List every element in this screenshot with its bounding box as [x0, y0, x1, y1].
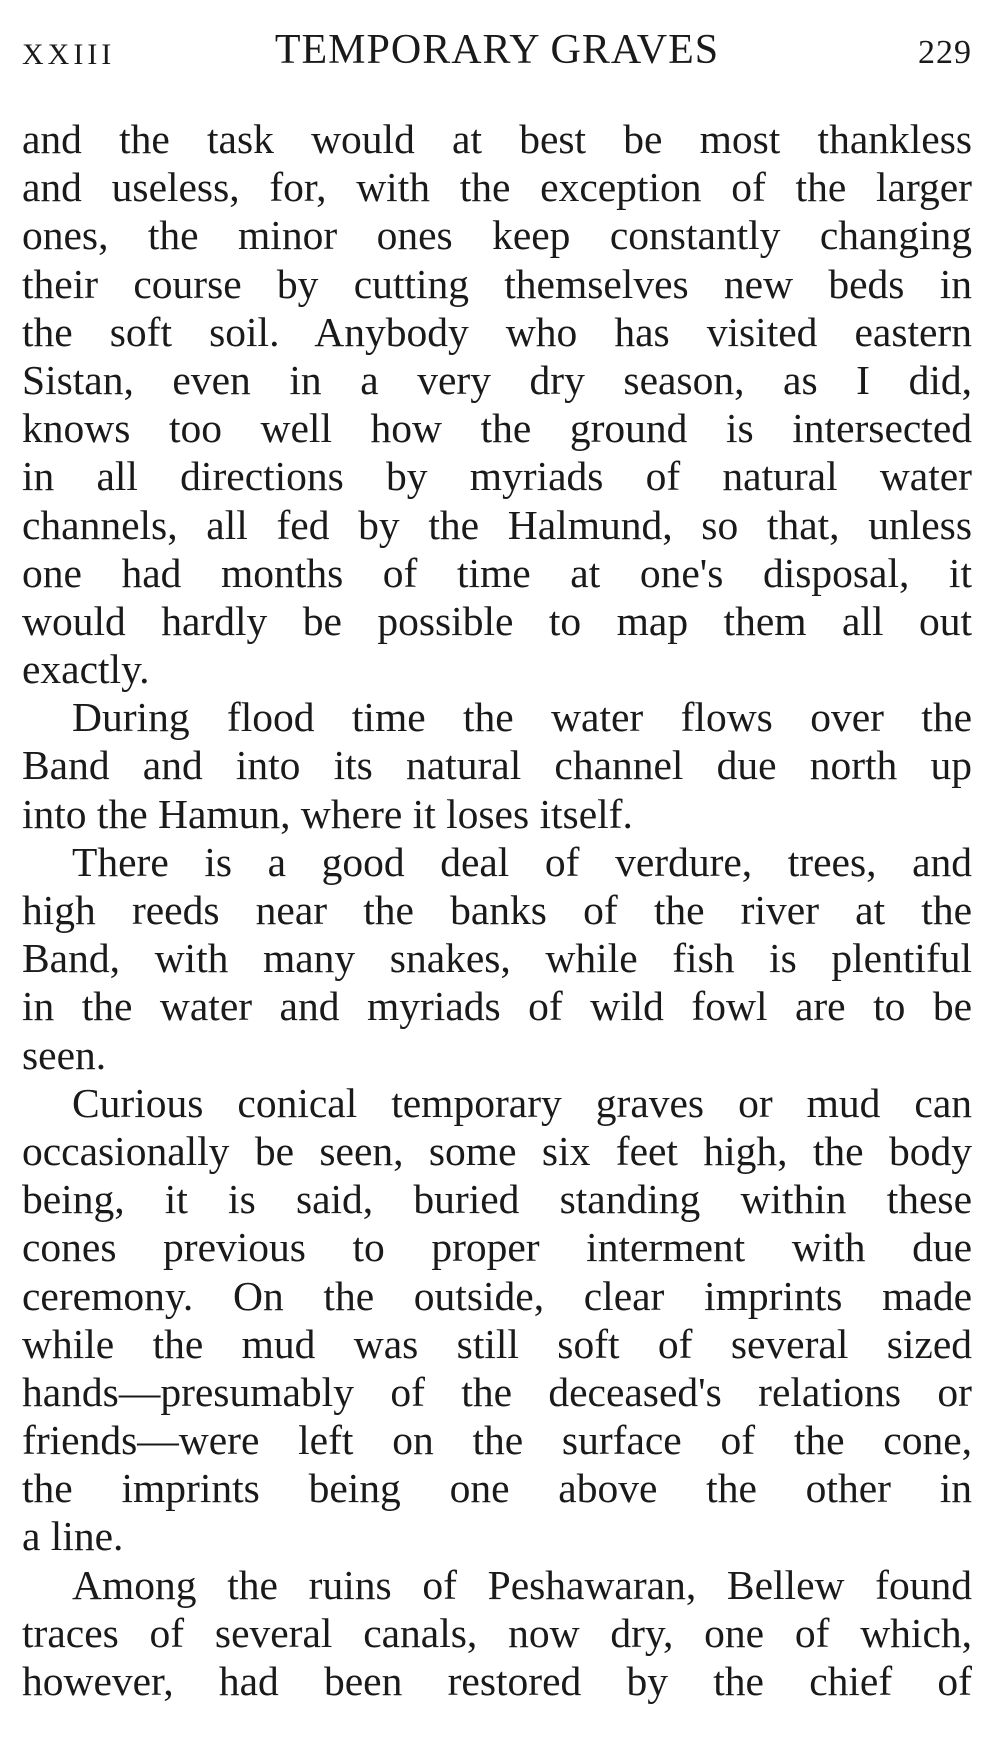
text-line: traces of several canals, now dry, one of which, — [22, 1609, 972, 1656]
text-line: knows too well how the ground is intersected — [22, 405, 972, 452]
text-line: Band and into its natural channel due north up — [22, 742, 972, 789]
text-line: one had months of time at one's disposal, it — [22, 549, 972, 596]
page-title: TEMPORARY GRAVES — [274, 27, 720, 73]
text-line: being, it is said, buried standing within these — [22, 1176, 972, 1223]
paragraph-end-line: seen. — [22, 1031, 107, 1078]
paragraph-start-line: During flood time the water flows over the — [72, 694, 972, 741]
text-line: in all directions by myriads of natural water — [22, 453, 972, 500]
text-line: high reeds near the banks of the river at the — [22, 887, 972, 933]
text-line: friends—were left on the surface of the cone, — [22, 1417, 972, 1464]
body-text — [22, 115, 972, 1705]
text-line: however, had been restored by the chief of — [22, 1658, 972, 1704]
text-line: channels, all fed by the Halmund, so that, unless — [22, 501, 972, 548]
text-line: and the task would at best be most thankless — [22, 116, 972, 162]
paragraph-start-line: Curious conical temporary graves or mud can — [72, 1079, 972, 1126]
text-line: while the mud was still soft of several sized — [22, 1320, 972, 1367]
text-line: Sistan, even in a very dry season, as I did, — [22, 356, 972, 403]
text-line: in the water and myriads of wild fowl are to be — [22, 983, 972, 1030]
text-line: ones, the minor ones keep constantly changing — [22, 212, 972, 259]
text-line: the soft soil. Anybody who has visited eastern — [22, 308, 972, 355]
text-line: ceremony. On the outside, clear imprints made — [22, 1272, 972, 1319]
text-line: Band, with many snakes, while fish is plentiful — [22, 935, 972, 982]
text-line: hands—presumably of the deceased's relations or — [22, 1368, 972, 1415]
page-number: 229 — [918, 34, 972, 71]
paragraph-start-line: There is a good deal of verdure, trees, and — [72, 838, 972, 885]
text-line: occasionally be seen, some six feet high, the body — [22, 1127, 972, 1174]
paragraph-end-line: exactly. — [22, 646, 150, 693]
text-line: their course by cutting themselves new beds in — [22, 260, 972, 307]
text-line: the imprints being one above the other in — [22, 1465, 972, 1512]
running-head — [22, 26, 972, 76]
paragraph-start-line: Among the ruins of Peshawaran, Bellew found — [72, 1561, 972, 1608]
text-line: would hardly be possible to map them all out — [22, 597, 972, 644]
paragraph-end-line: into the Hamun, where it loses itself. — [22, 790, 633, 837]
text-line: cones previous to proper interment with due — [22, 1224, 972, 1271]
text-line: and useless, for, with the exception of the larger — [22, 164, 972, 211]
chapter-number: XXIII — [22, 38, 116, 71]
paragraph-end-line: a line. — [22, 1513, 124, 1560]
